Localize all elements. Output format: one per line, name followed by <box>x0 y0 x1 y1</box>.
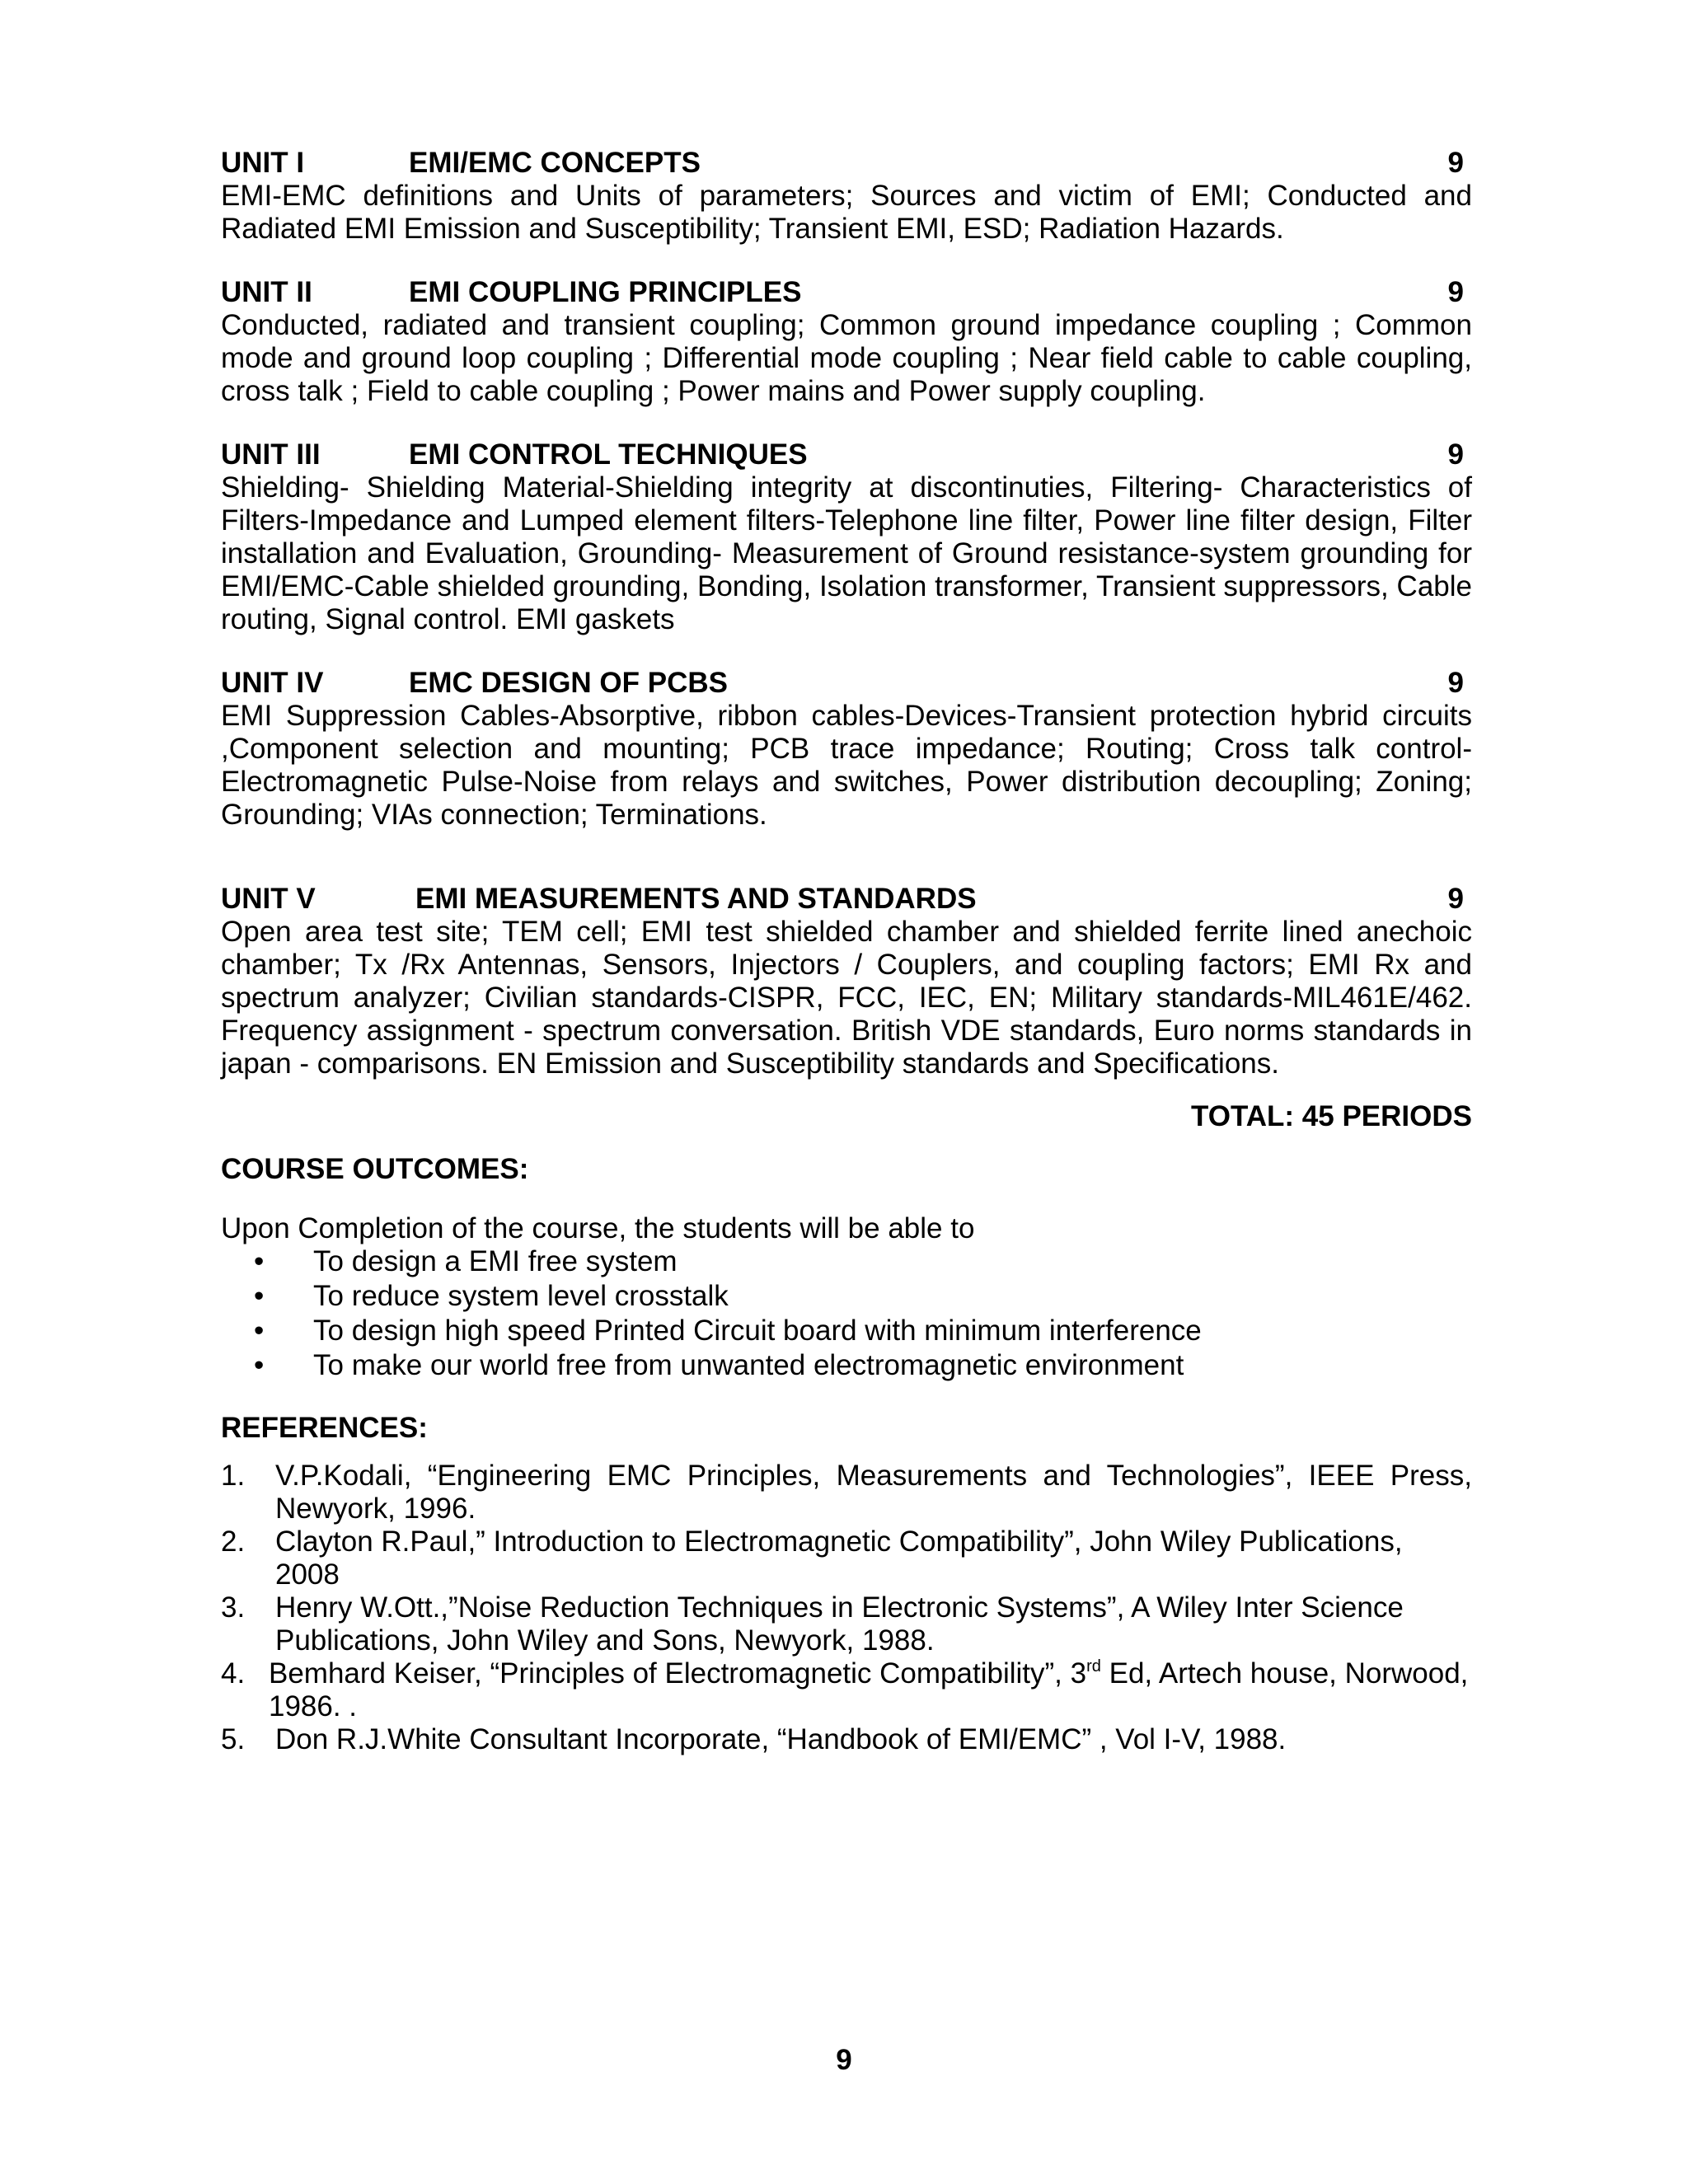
unit-heading <box>221 147 1472 180</box>
reference-item <box>221 1526 1472 1591</box>
unit-heading <box>221 667 1472 700</box>
reference-text <box>269 1657 1472 1723</box>
reference-number: 2. <box>221 1526 246 1558</box>
ordinal-superscript: rd <box>1086 1657 1101 1675</box>
unit-hours: 9 <box>1447 147 1464 179</box>
reference-text-before: Bemhard Keiser, “Principles of Electromagnetic Compatibility”, 3 <box>269 1657 1087 1690</box>
unit-number: UNIT V <box>221 883 316 915</box>
unit-description: EMI-EMC definitions and Units of parameters; Sources and victim of EMI; Conducted and Radiated EMI Emission and Susceptibility; Transient EMI, ESD; Radiation Hazards. <box>221 180 1472 245</box>
unit-4 <box>221 667 1472 832</box>
reference-number: 5. <box>221 1723 246 1755</box>
list-item <box>221 1349 1472 1384</box>
unit-2 <box>221 276 1472 408</box>
reference-number: 1. <box>221 1460 246 1492</box>
bullet-icon: • <box>254 1349 265 1381</box>
unit-hours: 9 <box>1447 883 1464 915</box>
unit-title: EMI MEASUREMENTS AND STANDARDS <box>415 883 977 915</box>
list-item <box>221 1280 1472 1315</box>
references-heading: REFERENCES: <box>221 1412 428 1444</box>
unit-number: UNIT I <box>221 147 305 179</box>
unit-heading <box>221 883 1472 916</box>
reference-item <box>221 1591 1472 1657</box>
unit-number: UNIT IV <box>221 667 324 699</box>
outcome-text: To design high speed Printed Circuit board with minimum interference <box>313 1315 1202 1347</box>
reference-number: 4. <box>221 1657 246 1690</box>
bullet-icon: • <box>254 1315 265 1347</box>
references-list <box>221 1460 1472 1756</box>
reference-item <box>221 1723 1472 1756</box>
outcomes-list <box>221 1245 1472 1384</box>
unit-description: EMI Suppression Cables-Absorptive, ribbon cables-Devices-Transient protection hybrid circuits ,Component selection and mounting; PCB trace impedance; Routing; Cross talk control-Electromagnetic Pulse-Noise from relays and switches, Power distribution decoupling; Zoning; Grounding; VIAs connection; Terminations. <box>221 700 1472 831</box>
outcome-text: To make our world free from unwanted electromagnetic environment <box>313 1349 1184 1381</box>
unit-description: Conducted, radiated and transient coupling; Common ground impedance coupling ; Common mode and ground loop coupling ; Differential mode coupling ; Near field cable to cable coupling, cross talk ; Field to cable coupling ; Power mains and Power supply coupling. <box>221 309 1472 407</box>
reference-text: V.P.Kodali, “Engineering EMC Principles, Measurements and Technologies”, IEEE Press, Newyork, 1996. <box>275 1460 1472 1525</box>
unit-title: EMI CONTROL TECHNIQUES <box>409 438 808 471</box>
course-outcomes-heading: COURSE OUTCOMES: <box>221 1153 529 1185</box>
unit-title: EMI COUPLING PRINCIPLES <box>409 276 802 308</box>
unit-hours: 9 <box>1447 667 1464 699</box>
unit-title: EMC DESIGN OF PCBS <box>409 667 728 699</box>
unit-description: Shielding- Shielding Material-Shielding integrity at discontinuties, Filtering- Characteristics of Filters-Impedance and Lumped element filters-Telephone line filter, Power line filter design, Filter installation and Evaluation, Grounding- Measurement of Ground resistance-system grounding for EMI/EMC-Cable shielded grounding, Bonding, Isolation transformer, Transient suppressors, Cable routing, Signal control. EMI gaskets <box>221 471 1472 635</box>
outcome-text: To reduce system level crosstalk <box>313 1280 729 1312</box>
bullet-icon: • <box>254 1280 265 1312</box>
unit-5 <box>221 883 1472 1080</box>
reference-item <box>221 1657 1472 1723</box>
reference-text-after: Ed, Artech house, Norwood, 1986. . <box>269 1657 1469 1722</box>
list-item <box>221 1315 1472 1349</box>
unit-1 <box>221 147 1472 246</box>
unit-description: Open area test site; TEM cell; EMI test shielded chamber and shielded ferrite lined anechoic chamber; Tx /Rx Antennas, Sensors, Injectors / Couplers, and coupling factors; EMI Rx and spectrum analyzer; Civilian standards-CISPR, FCC, IEC, EN; Military standards-MIL461E/462. Frequency assignment - spectrum conversation. British VDE standards, Euro norms standards in japan - comparisons. EN Emission and Susceptibility standards and Specifications. <box>221 916 1472 1080</box>
outcomes-intro: Upon Completion of the course, the students will be able to <box>221 1212 975 1244</box>
reference-text: Don R.J.White Consultant Incorporate, “Handbook of EMI/EMC” , Vol I-V, 1988. <box>275 1723 1287 1755</box>
bullet-icon: • <box>254 1245 265 1277</box>
unit-number: UNIT III <box>221 438 321 471</box>
reference-number: 3. <box>221 1591 246 1624</box>
page-number: 9 <box>836 2044 852 2076</box>
outcome-text: To design a EMI free system <box>313 1245 678 1277</box>
unit-hours: 9 <box>1447 276 1464 308</box>
total-periods: TOTAL: 45 PERIODS <box>1191 1100 1472 1132</box>
list-item <box>221 1245 1472 1280</box>
unit-heading <box>221 438 1472 471</box>
reference-text: Henry W.Ott.,”Noise Reduction Techniques in Electronic Systems”, A Wiley Inter Science Publications, John Wiley and Sons, Newyork, 1988. <box>275 1591 1404 1657</box>
syllabus-content <box>221 147 1472 1756</box>
unit-hours: 9 <box>1447 438 1464 471</box>
unit-number: UNIT II <box>221 276 312 308</box>
unit-heading <box>221 276 1472 309</box>
unit-3 <box>221 438 1472 636</box>
reference-text: Clayton R.Paul,” Introduction to Electromagnetic Compatibility”, John Wiley Publications, 2008 <box>275 1526 1403 1591</box>
unit-title: EMI/EMC CONCEPTS <box>409 147 701 179</box>
reference-item <box>221 1460 1472 1526</box>
